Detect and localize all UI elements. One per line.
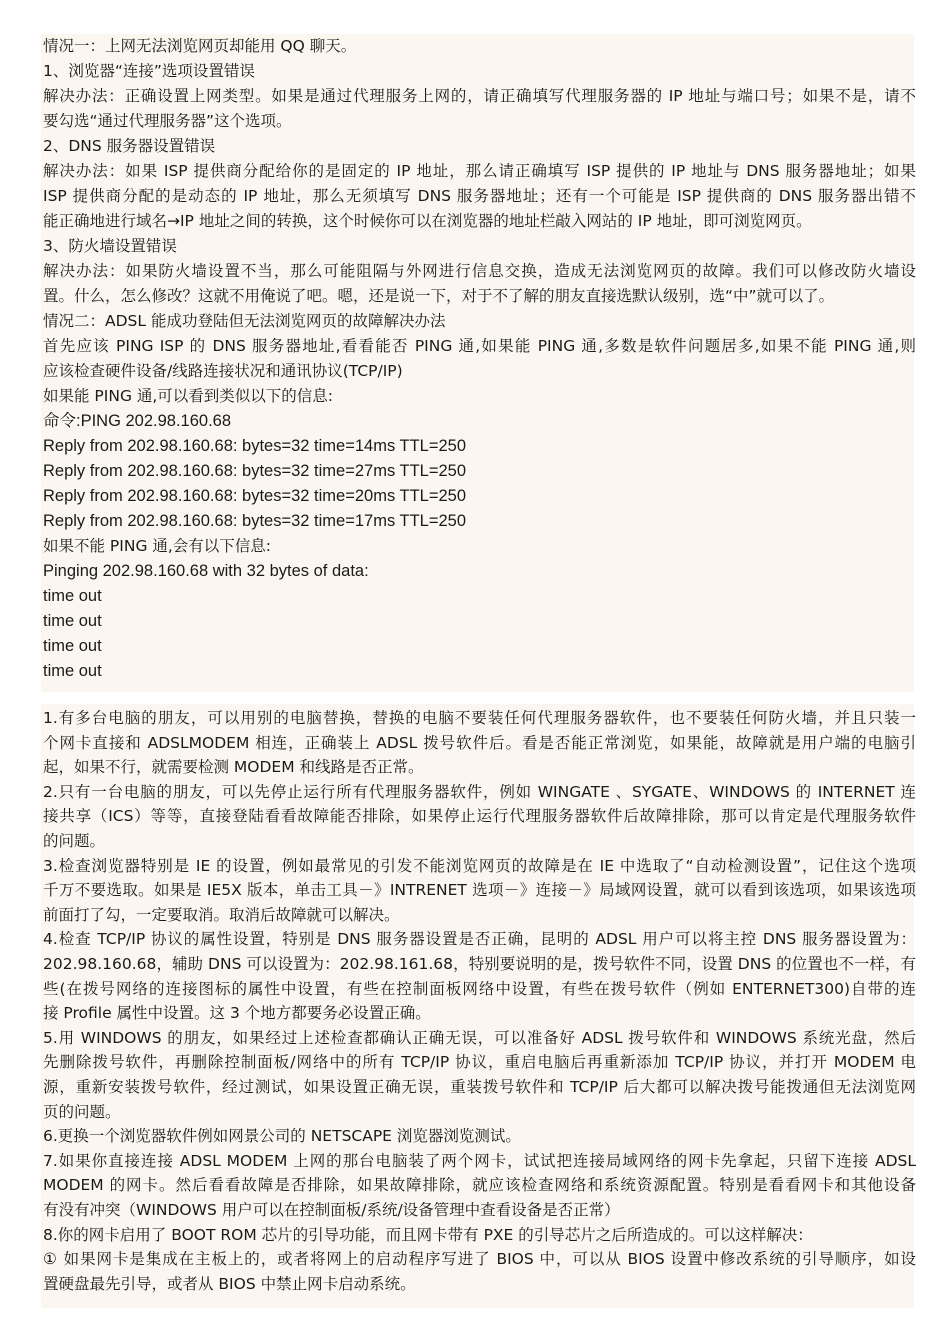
block1-line: 2、DNS 服务器设置错误 [43, 137, 216, 155]
block1-line: 置。什么，怎么修改？这就不用俺说了吧。嗯，还是说一下，对于不了解的朋友直接选默认级别，选“中”就可以了。 [43, 287, 835, 305]
block2-line: 置硬盘最先引导，或者从 BIOS 中禁止网卡启动系统。 [43, 1274, 416, 1293]
block1-line: 1、浏览器“连接”选项设置错误 [43, 62, 255, 80]
block1-line: time out [43, 612, 102, 630]
block2-line: 接 Profile 属性中设置。这 3 个地方都要务必设置正确。 [43, 1004, 431, 1023]
block2-line: 4.检查 TCP/IP 协议的属性设置，特别是 DNS 服务器设置是否正确，昆明的 ADSL 用户可以将主控 DNS 服务器设置为： [43, 930, 916, 949]
block1-line: 情况一：上网无法浏览网页却能用 QQ 聊天。 [43, 37, 357, 55]
block2-line: 1.有多台电脑的朋友，可以用别的电脑替换，替换的电脑不要装任何代理服务器软件，也不要装任何防火墙，并且只装一 [43, 709, 916, 727]
block2-line: 前面打了勾，一定要取消。取消后故障就可以解决。 [43, 905, 400, 924]
block1-line: time out [43, 637, 102, 655]
block2-line: 有没有冲突（WINDOWS 用户可以在控制面板/系统/设备管理中查看设备是否正常） [43, 1201, 620, 1219]
block1-line: 解决办法：如果防火墙设置不当，那么可能阻隔与外网进行信息交换，造成无法浏览网页的故障。我们可以修改防火墙设 [43, 262, 916, 280]
block2-line: 源，重新安装拨号软件，经过测试，如果设置正确无误，重装拨号软件和 TCP/IP 后大都可以解决拨号能拨通但无法浏览网 [43, 1078, 916, 1096]
block1-line: 3、防火墙设置错误 [43, 237, 177, 255]
block1-line: 情况二：ADSL 能成功登陆但无法浏览网页的故障解决办法 [43, 312, 446, 330]
block2-line: 5.用 WINDOWS 的朋友，如果经过上述检查都确认正确无误，可以准备好 ADSL 拨号软件和 WINDOWS 系统光盘，然后 [43, 1028, 916, 1047]
block1-line: Reply from 202.98.160.68: bytes=32 time=17ms TTL=250 [43, 512, 466, 530]
block2-line: 接共享（ICS）等等，直接登陆看看故障能否排除，如果停止运行代理服务器软件后故障排除，那可以肯定是代理服务软件 [43, 807, 916, 826]
block2-line: 个网卡直接和 ADSLMODEM 相连，正确装上 ADSL 拨号软件后。看是否能正常浏览，如果能，故障就是用户端的电脑引 [43, 733, 916, 752]
block2-line: MODEM 的网卡。然后看看故障是否排除，如果故障排除，就应该检查网络和系统资源配置。特别是看看网卡和其他设备 [43, 1176, 916, 1195]
block2-line: 的问题。 [43, 832, 106, 850]
block1-line: 如果不能 PING 通,会有以下信息: [43, 537, 272, 555]
block1-line: 要勾选“通过代理服务器”这个选项。 [43, 112, 292, 130]
block1-line: 如果能 PING 通,可以看到类似以下的信息: [43, 387, 334, 405]
block2-line: 起，如果不行，就需要检测 MODEM 和线路是否正常。 [43, 758, 424, 777]
block1-line: time out [43, 662, 102, 680]
block2-line: 千万不要选取。如果是 IE5X 版本，单击工具－》INTRENET 选项－》连接－》局域网设置，就可以看到该选项，如果该选项 [43, 881, 916, 900]
block2-line: 7.如果你直接连接 ADSL MODEM 上网的那台电脑装了两个网卡，试试把连接局域网络的网卡先拿起，只留下连接 ADSL [43, 1151, 916, 1170]
block2-line: 页的问题。 [43, 1102, 121, 1121]
block1-line: Reply from 202.98.160.68: bytes=32 time=14ms TTL=250 [43, 437, 466, 455]
block2-line: 8.你的网卡启用了 BOOT ROM 芯片的引导功能，而且网卡带有 PXE 的引导芯片之后所造成的。可以这样解决： [43, 1225, 813, 1244]
block1-line: Pinging 202.98.160.68 with 32 bytes of data: [43, 562, 369, 580]
block1-line: Reply from 202.98.160.68: bytes=32 time=20ms TTL=250 [43, 487, 466, 505]
block2-line: 2.只有一台电脑的朋友，可以先停止运行所有代理服务器软件，例如 WINGATE 、SYGATE、WINDOWS 的 INTERNET 连 [43, 782, 916, 801]
block2-line: 202.98.160.68，辅助 DNS 可以设置为：202.98.161.68，特别要说明的是，拨号软件不同，设置 DNS 的位置也不一样，有 [43, 955, 916, 973]
block2-line: 3.检查浏览器特别是 IE 的设置，例如最常见的引发不能浏览网页的故障是在 IE 中选取了“自动检测设置”，记住这个选项 [43, 856, 916, 875]
block2-line: 些(在拨号网络的连接图标的属性中设置，有些在控制面板网络中设置，有些在拨号软件（例如 ENTERNET300)自带的连 [43, 979, 916, 998]
block1-line: 解决办法：如果 ISP 提供商分配给你的是固定的 IP 地址，那么请正确填写 ISP 提供的 IP 地址与 DNS 服务器地址；如果 [43, 162, 916, 180]
block2-line: ① 如果网卡是集成在主板上的，或者将网上的启动程序写进了 BIOS 中，可以从 BIOS 设置中修改系统的引导顺序，如设 [43, 1250, 916, 1269]
block2-line: 6.更换一个浏览器软件例如网景公司的 NETSCAPE 浏览器浏览测试。 [43, 1127, 521, 1146]
block1-line: 能正确地进行域名→IP 地址之间的转换，这个时候你可以在浏览器的地址栏敲入网站的 IP 地址，即可浏览网页。 [43, 212, 812, 230]
block1-line: 首先应该 PING ISP 的 DNS 服务器地址,看看能否 PING 通,如果能 PING 通,多数是软件问题居多,如果不能 PING 通,则 [43, 337, 916, 355]
block1-line: ISP 提供商分配的是动态的 IP 地址，那么无须填写 DNS 服务器地址；还有一个可能是 ISP 提供商的 DNS 服务器出错不 [43, 187, 916, 205]
block1-line: Reply from 202.98.160.68: bytes=32 time=27ms TTL=250 [43, 462, 466, 480]
block1-line: 命令:PING 202.98.160.68 [43, 412, 232, 430]
block2-line: 先删除拨号软件，再删除控制面板/网络中的所有 TCP/IP 协议，重启电脑后再重新添加 TCP/IP 协议，并打开 MODEM 电 [43, 1053, 916, 1072]
block1-line: 应该检查硬件设备/线路连接状况和通讯协议(TCP/IP) [43, 362, 403, 380]
block1-line: 解决办法：正确设置上网类型。如果是通过代理服务上网的，请正确填写代理服务器的 IP 地址与端口号；如果不是，请不 [43, 87, 916, 105]
block1-line: time out [43, 587, 102, 605]
